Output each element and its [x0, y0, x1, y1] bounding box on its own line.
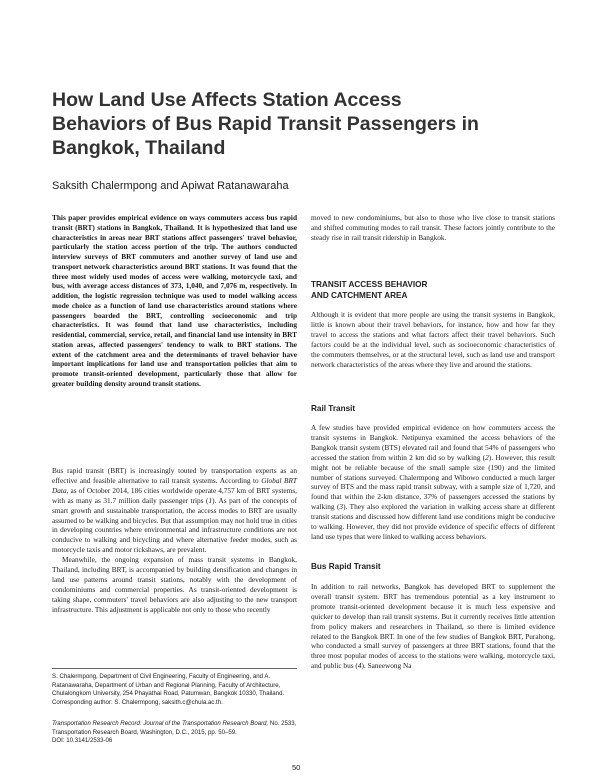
intro-p1-c: ). As part of the concepts of smart growth and sustainable transportation, the access modes to BRT are usually assumed to be walking and bicycles. But that assumption may not hold true in cities in developing countries where environmental and infrastructure conditions are not conducive to walking and bicycling and where alternative feeder modes, such as motorcycle taxis and motor rickshaws, are prevalent. [52, 495, 298, 555]
ref-3: 3 [339, 502, 344, 512]
section-heading-transit-access [311, 279, 427, 301]
subheading-bus-rapid-transit: Bus Rapid Transit [311, 562, 381, 571]
ref-2: 2 [485, 452, 489, 462]
intro-p1-a: Bus rapid transit (BRT) is increasingly touted by transportation experts as an effective and feasible alternative to rail transit systems. According to [52, 466, 297, 485]
transit-access-section [311, 310, 555, 369]
rail-p-a: A few studies have provided empirical evidence on how commuters access the transit systems in Bangkok. Netipunya examined the access behaviors of the Bangkok transit system (BTS) elevated rail and found that 54% of passengers who accessed the station from within 2 km did so by walking ( [311, 423, 555, 462]
subheading-rail-transit: Rail Transit [311, 404, 356, 413]
rail-p-b: ). However, this result might not be reliable because of the small sample size (190) and the limited number of stations surveyed. Chalermpong and Wibowo conducted a much larger survey of BTS and the mass rapid transit subway, with a sample size of 1,720, and found that within the 2-km distance, 37% of passengers accessed the stations by walking ( [311, 452, 556, 512]
page-number: 50 [292, 763, 301, 772]
author-affiliation-footnote [52, 673, 297, 707]
intro-p1-b: , as of October 2014, 186 cities worldwide operate 4,757 km of BRT systems, with as many as 31.7 million daily passenger trips ( [52, 485, 297, 505]
ref-1: 1 [208, 495, 213, 505]
rail-transit-section [311, 423, 555, 542]
intro-paragraph-1 [52, 466, 297, 555]
right-paragraph-2 [311, 423, 555, 542]
footnote-rule [52, 668, 297, 669]
right-paragraph-1: Although it is evident that more people are using the transit systems in Bangkok, little is known about their travel behaviors, for instance, how and how far they travel to access the stations and what factors affect their travel behaviors. Such factors could be at the individual level, such as socioeconomic characteristics of the commuters themselves, or at the structural level, such as land use and transport network characteristics of the areas where they live and around the stations. [311, 310, 555, 369]
brt-p-b: ). Saneewong Na [361, 661, 412, 671]
right-paragraph-0: moved to new condominiums, but also to those who live close to transit stations and shifted commuting modes to rail transit. These factors jointly contribute to the steady rise in rail transit ridership in Bangkok. [311, 213, 555, 242]
bus-rapid-transit-section [311, 582, 555, 671]
footnote-text: S. Chalermpong, Department of Civil Engineering, Faculty of Engineering, and A. Ratanawaraha, Department of Urban and Regional Planning, Faculty of Architecture, Chulalongkorn University, 254 Phayathai Road, Patumwan, Bangkok 10330, Thailand. Corresponding author: S. Chalermpong, saksith.c@chula.ac.th. [52, 673, 285, 706]
right-paragraph-3 [311, 582, 555, 671]
abstract-text: This paper provides empirical evidence on ways commuters access bus rapid transit (BRT) stations in Bangkok, Thailand. It is hypothesized that land use characteristics in areas near BRT stations affect passengers' travel behavior, particularly the station access portion of the trip. The authors conducted interview surveys of BRT commuters and another survey of land use and transport network characteristics around BRT stations. It was found that the three most widely used modes of access were walking, motorcycle taxi, and bus, with average access distances of 373, 1,040, and 7,076 m, respectively. In addition, the logistic regression technique was used to model walking access mode choice as a function of land use characteristics around stations where passengers boarded the BRT, controlling socioeconomic and trip characteristics. It was found that land use characteristics, including residential, commercial, service, retail, and financial land use intensity in BRT station areas, affected passengers' tendency to walk to BRT stations. The extent of the catchment area and the determinants of travel behavior have important implications for land use and transportation policies that aim to promote transit-oriented development, particularly those that allow for greater building density around transit stations. [52, 213, 297, 388]
paper-title: How Land Use Affects Station Access Behaviors of Bus Rapid Transit Passengers in Bangkok, Thailand [52, 89, 479, 159]
abstract [52, 213, 297, 389]
paper-authors: Saksith Chalermpong and Apiwat Ratanawaraha [52, 180, 289, 192]
brt-p-a: In addition to rail networks, Bangkok has developed BRT to supplement the overall transit system. BRT has tremendous potential as a key instrument to promote transit-oriented development because it is much less expensive and quicker to develop than rail transit systems. But it currently receives little attention from policy makers and researchers in Thailand, so there is limited evidence related to the Bangkok BRT. In one of the few studies of Bangkok BRT, Purahong, who conducted a small survey of passengers at three BRT stations, found that the three most popular modes of access to the stations were walking, motorcycle taxi, and public bus ( [311, 582, 555, 671]
intro-left-column [52, 466, 297, 615]
journal-details: No. 2533, Transportation Research Board, Washington, D.C., 2015, pp. 50–59. [52, 720, 297, 736]
ref-4: 4 [357, 661, 362, 671]
journal-line [52, 720, 297, 737]
global-brt-data-title: Global BRT Data [52, 475, 297, 495]
doi: DOI: 10.3141/2533-06 [52, 737, 113, 745]
section-heading-line-2: AND CATCHMENT AREA [311, 291, 408, 300]
section-heading-line-1: TRANSIT ACCESS BEHAVIOR [311, 280, 428, 289]
journal-name: Transportation Research Record: Journal of the Transportation Research Board, [52, 720, 269, 727]
intro-paragraph-2: Meanwhile, the ongoing expansion of mass transit systems in Bangkok, Thailand, including BRT, is accompanied by building densification and changes in land use patterns around transit stations, notably with the development of condominiums and commercial properties. As transit-oriented development is taking shape, commuters' travel behaviors are also adjusting to the new transport infrastructure. This adjustment is applicable not only to those who recently [52, 555, 297, 614]
journal-citation [52, 720, 297, 746]
rail-p-c: ). They also explored the variation in walking access share at different transit stations and discussed how different land use conditions might be conducive to walking. However, they did not provide evidence of specific effects of different land use types that were linked to walking access behaviors. [311, 502, 556, 541]
right-column-continuation [311, 213, 555, 243]
